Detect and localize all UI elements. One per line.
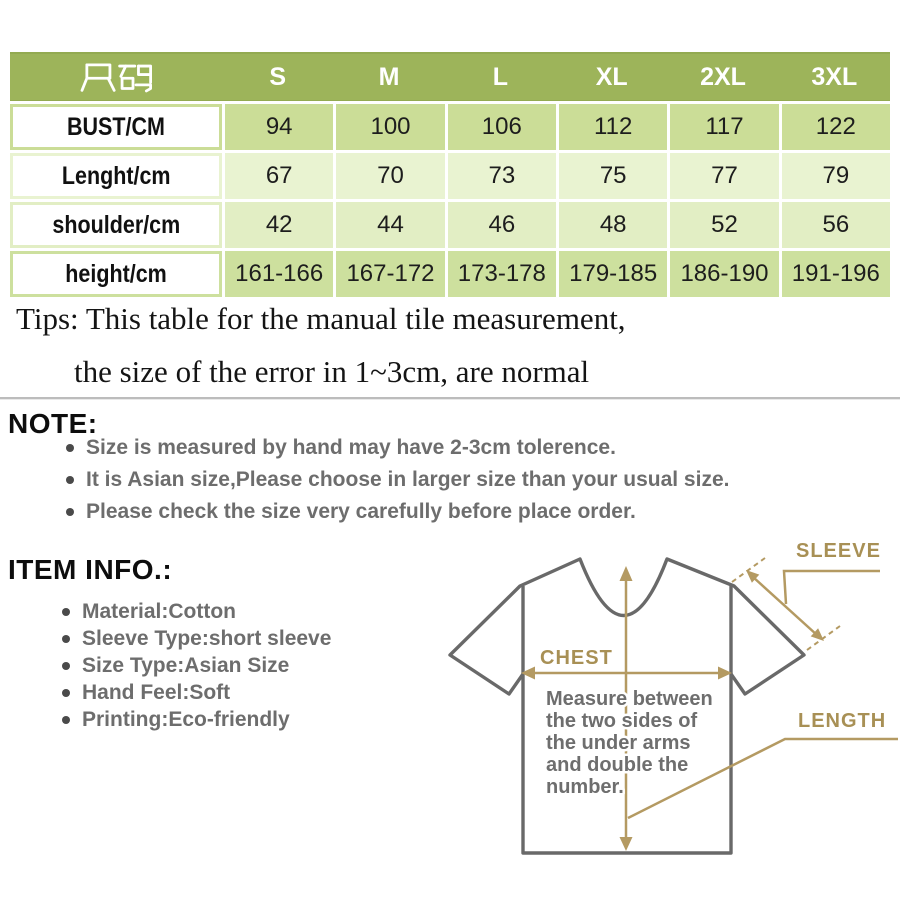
table-cell: 48 xyxy=(556,202,667,248)
svg-text:Measure between: Measure between xyxy=(546,688,713,710)
item-info-item: Sleeve Type:short sleeve xyxy=(60,628,331,650)
tips-note xyxy=(0,301,900,390)
table-row-shoulder xyxy=(10,202,890,248)
table-cell: 67 xyxy=(222,153,333,199)
table-cell: 167-172 xyxy=(333,251,444,297)
table-cell: 46 xyxy=(445,202,556,248)
tips-line-2: the size of the error in 1~3cm, are normal xyxy=(74,354,590,389)
table-cell: 73 xyxy=(445,153,556,199)
item-info-heading: ITEM INFO.: xyxy=(8,554,173,585)
table-cell: 106 xyxy=(445,104,556,150)
note-heading: NOTE: xyxy=(8,408,98,439)
section-divider xyxy=(0,397,900,399)
row-label: shoulder/cm xyxy=(13,205,219,245)
table-row-bust xyxy=(10,104,890,150)
item-info-item: Material:Cotton xyxy=(60,601,331,623)
table-row-length xyxy=(10,153,890,199)
item-info-item: Printing:Eco-friendly xyxy=(60,709,331,731)
length-arrowhead-top xyxy=(620,566,633,581)
item-info-item: Hand Feel:Soft xyxy=(60,682,331,704)
svg-text:the two sides of: the two sides of xyxy=(546,710,698,732)
note-item: It is Asian size,Please choose in larger size than your usual size. xyxy=(64,469,729,491)
table-cell: 94 xyxy=(222,104,333,150)
item-info-list xyxy=(60,601,331,736)
sleeve-leader-line xyxy=(784,571,880,604)
size-table-header-row xyxy=(10,52,890,101)
table-cell: 173-178 xyxy=(445,251,556,297)
size-table-header-s: S xyxy=(269,62,286,91)
table-cell: 70 xyxy=(333,153,444,199)
row-label: Lenght/cm xyxy=(13,156,219,196)
table-cell: 77 xyxy=(667,153,778,199)
table-cell: 79 xyxy=(779,153,890,199)
size-table-header-xl: XL xyxy=(595,62,628,91)
item-info-item: Size Type:Asian Size xyxy=(60,655,331,677)
size-cjk-glyph xyxy=(78,60,154,94)
note-item: Size is measured by hand may have 2-3cm tolerence. xyxy=(64,437,729,459)
table-cell: 117 xyxy=(667,104,778,150)
size-table-header-2xl: 2XL xyxy=(700,62,746,91)
table-cell: 52 xyxy=(667,202,778,248)
table-cell: 161-166 xyxy=(222,251,333,297)
tips-line-1: Tips: This table for the manual tile measurement, xyxy=(16,301,626,336)
size-table-header-3xl: 3XL xyxy=(811,62,858,91)
note-item: Please check the size very carefully before place order. xyxy=(64,501,729,523)
table-cell: 112 xyxy=(556,104,667,150)
table-cell: 179-185 xyxy=(556,251,667,297)
size-table xyxy=(10,52,890,297)
table-cell: 44 xyxy=(333,202,444,248)
note-list xyxy=(64,437,729,533)
size-table-header-m: M xyxy=(378,62,400,91)
row-label: BUST/CM xyxy=(13,107,219,147)
size-table-header-l: L xyxy=(492,62,508,91)
chest-label: CHEST xyxy=(540,647,613,669)
svg-text:number.: number. xyxy=(546,776,624,798)
table-cell: 75 xyxy=(556,153,667,199)
size-table-header-size-cjk xyxy=(10,60,222,94)
row-label: height/cm xyxy=(13,254,219,294)
table-cell: 56 xyxy=(779,202,890,248)
length-label: LENGTH xyxy=(798,710,887,732)
table-cell: 191-196 xyxy=(779,251,890,297)
table-row-height xyxy=(10,251,890,297)
table-cell: 42 xyxy=(222,202,333,248)
svg-text:the under arms: the under arms xyxy=(546,732,691,754)
tshirt-measurement-diagram xyxy=(430,528,900,900)
table-cell: 122 xyxy=(779,104,890,150)
table-cell: 186-190 xyxy=(667,251,778,297)
table-cell: 100 xyxy=(333,104,444,150)
sleeve-label: SLEEVE xyxy=(796,540,881,562)
sleeve-dashed-mark-top xyxy=(732,558,765,582)
svg-text:and double the: and double the xyxy=(546,754,689,776)
